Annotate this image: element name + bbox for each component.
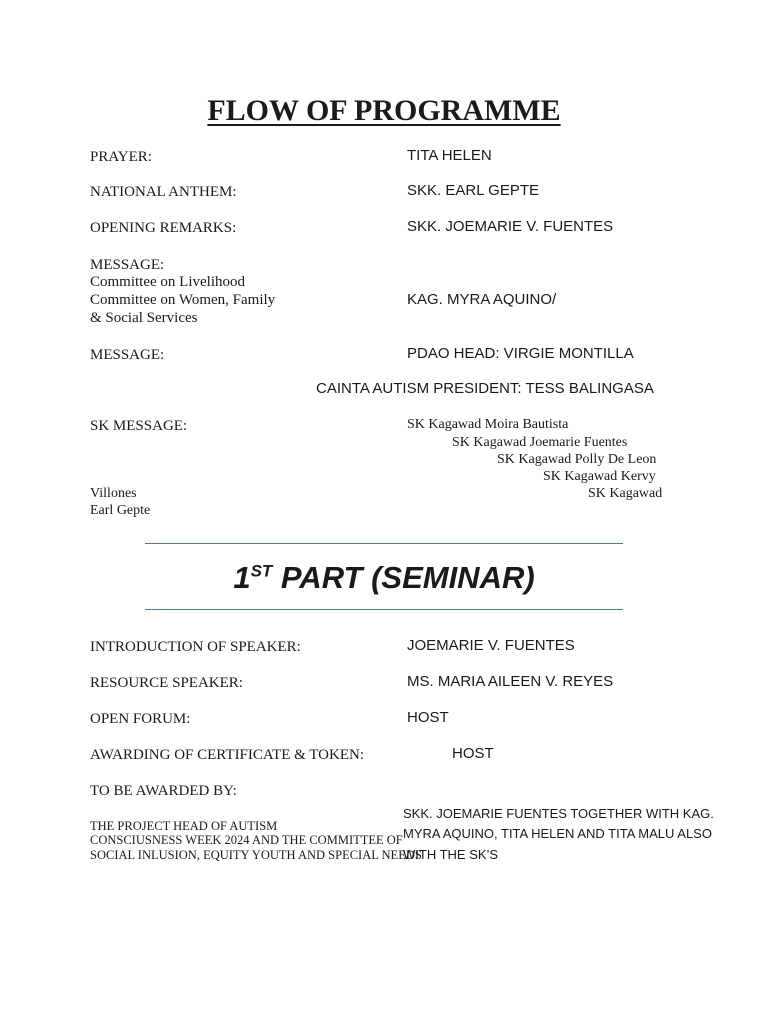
- sk-kagawad-line: SK Kagawad Moira Bautista: [407, 417, 569, 432]
- prayer-value: TITA HELEN: [407, 147, 492, 164]
- sk-kagawad-line: SK Kagawad: [588, 486, 663, 501]
- prayer-label: PRAYER:: [90, 149, 152, 165]
- forum-value: HOST: [407, 709, 449, 726]
- resource-label: RESOURCE SPEAKER:: [90, 675, 243, 691]
- forum-label: OPEN FORUM:: [90, 711, 191, 727]
- awarding-value: HOST: [452, 745, 494, 762]
- part-number: 1: [233, 560, 251, 595]
- message-value-2: CAINTA AUTISM PRESIDENT: TESS BALINGASA: [316, 380, 654, 397]
- divider-bottom: [145, 609, 623, 610]
- opening-label: OPENING REMARKS:: [90, 220, 237, 236]
- awardees-line: MYRA AQUINO, TITA HELEN AND TITA MALU ALSO: [403, 826, 712, 841]
- committee-line: Committee on Livelihood: [90, 274, 245, 290]
- opening-value: SKK. JOEMARIE V. FUENTES: [407, 218, 614, 235]
- anthem-value: SKK. EARL GEPTE: [407, 182, 539, 199]
- awarded-by-label: TO BE AWARDED BY:: [90, 783, 237, 799]
- page-title: FLOW OF PROGRAMME: [207, 94, 561, 127]
- message-label: MESSAGE:: [90, 257, 165, 273]
- anthem-label: NATIONAL ANTHEM:: [90, 184, 237, 200]
- project-head-line: SOCIAL INLUSION, EQUITY YOUTH AND SPECIAL NEEDS: [90, 848, 422, 862]
- part-title: PART (SEMINAR): [272, 560, 535, 595]
- sk-name-left: Earl Gepte: [90, 503, 151, 518]
- sk-name-left: Villones: [90, 486, 137, 501]
- committee-line: & Social Services: [90, 310, 198, 326]
- awardees-line: SKK. JOEMARIE FUENTES TOGETHER WITH KAG.: [403, 806, 714, 821]
- resource-value: MS. MARIA AILEEN V. REYES: [407, 673, 614, 690]
- message-value: PDAO HEAD: VIRGIE MONTILLA: [407, 345, 634, 362]
- part-suffix: ST: [250, 561, 273, 581]
- sk-kagawad-line: SK Kagawad Joemarie Fuentes: [452, 435, 628, 450]
- awarding-label: AWARDING OF CERTIFICATE & TOKEN:: [90, 747, 365, 763]
- project-head-line: CONSCIUSNESS WEEK 2024 AND THE COMMITTEE OF: [90, 833, 403, 847]
- seminar-heading: [0, 558, 768, 598]
- divider-top: [145, 543, 623, 544]
- committee-line: Committee on Women, Family: [90, 292, 276, 308]
- project-head-line: THE PROJECT HEAD OF AUTISM: [90, 819, 278, 833]
- intro-label: INTRODUCTION OF SPEAKER:: [90, 639, 301, 655]
- sk-message-label: SK MESSAGE:: [90, 418, 188, 434]
- sk-kagawad-line: SK Kagawad Polly De Leon: [497, 452, 657, 467]
- intro-value: JOEMARIE V. FUENTES: [407, 637, 575, 654]
- sk-kagawad-line: SK Kagawad Kervy: [543, 469, 656, 484]
- message-label: MESSAGE:: [90, 347, 165, 363]
- awardees-line: WITH THE SK’S: [403, 847, 499, 862]
- message-value: KAG. MYRA AQUINO/: [407, 291, 557, 308]
